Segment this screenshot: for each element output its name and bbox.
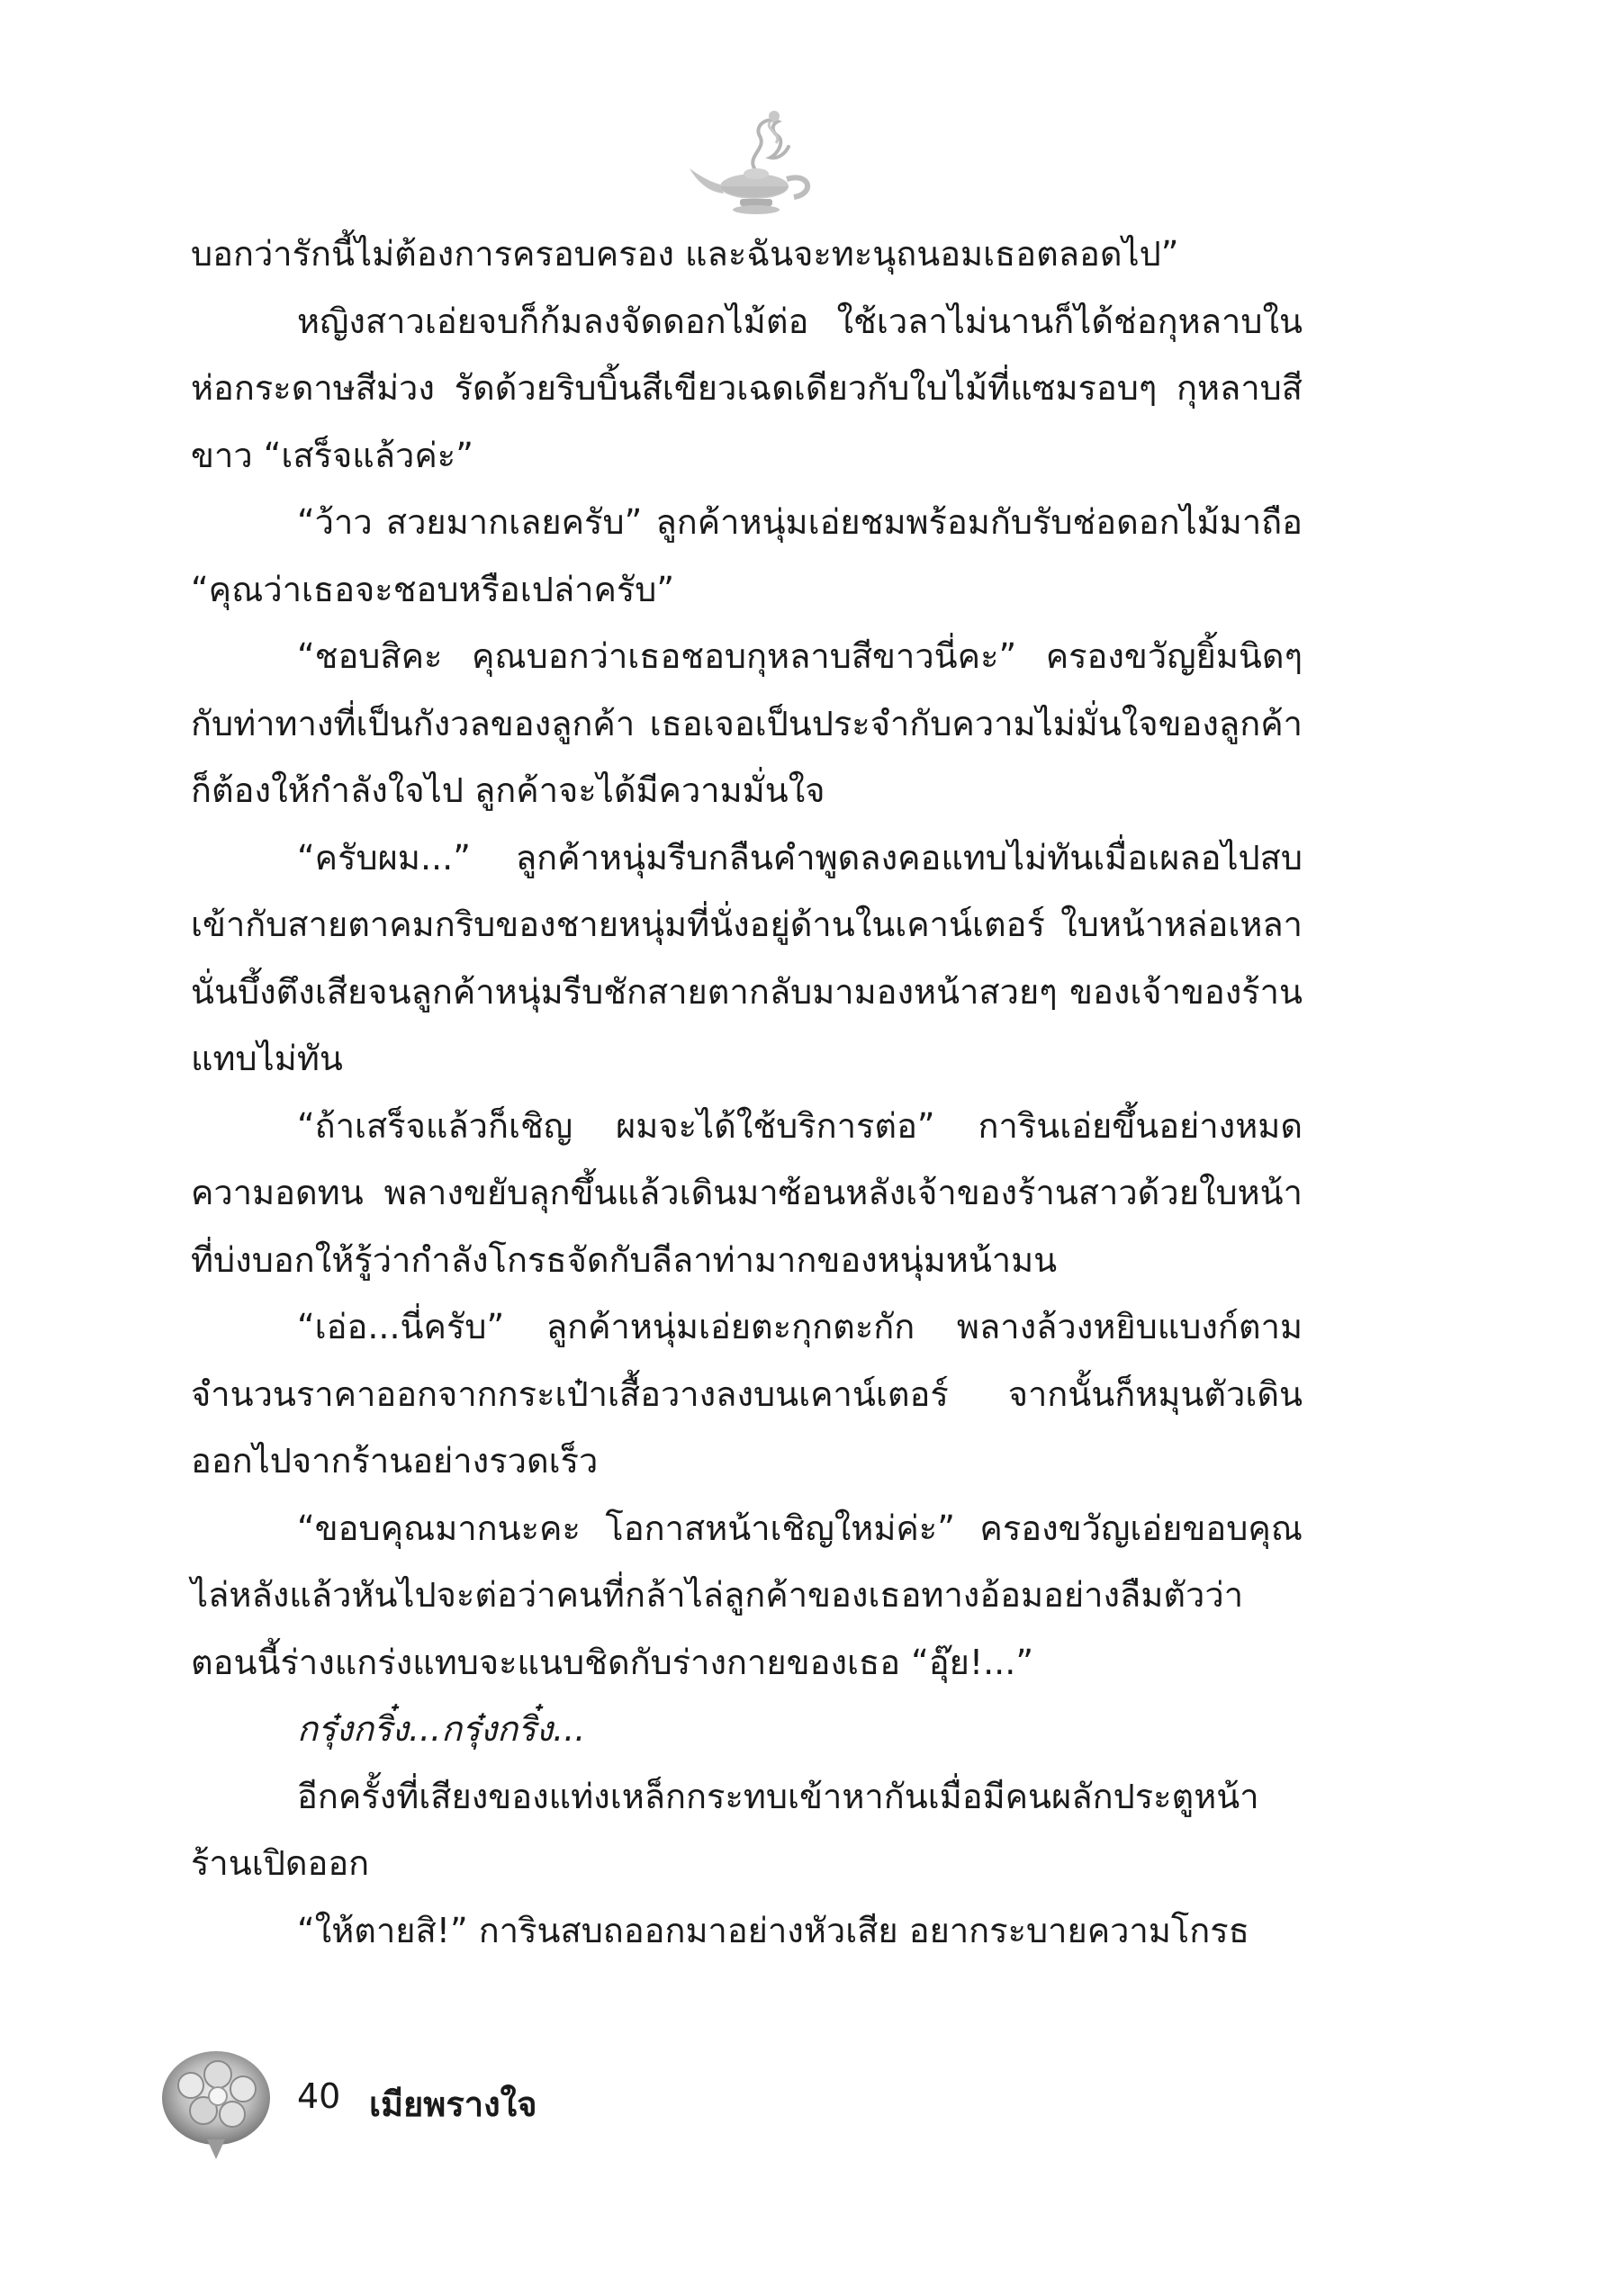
paragraph: “ถ้าเสร็จแล้วก็เชิญ ผมจะได้ใช้บริการต่อ” การินเอ่ยขึ้นอย่างหมดความอดทน พลางขยับลุกขึ้นแล้วเดินมาซ้อนหลังเจ้าของร้านสาวด้วยใบหน้าที่บ่งบอกให้รู้ว่ากำลังโกรธจัดกับลีลาท่ามากของหนุ่มหน้ามน	[191, 1105, 1303, 1280]
paragraph: อีกครั้งที่เสียงของแท่งเหล็กกระทบเข้าหากันเมื่อมีคนผลักประตูหน้าร้านเปิดออก	[191, 1776, 1259, 1883]
flower-bouquet-icon	[153, 2039, 279, 2165]
paragraph: “ขอบคุณมากนะคะ โอกาสหน้าเชิญใหม่ค่ะ” ครองขวัญเอ่ยขอบคุณไล่หลังแล้วหันไปจะต่อว่าคนที่กล้าไล่ลูกค้าของเธอทางอ้อมอย่างลืมตัวว่าตอนนี้ร่างแกร่งแทบจะแนบชิดกับร่างกายของเธอ “อุ๊ย!...”	[191, 1508, 1303, 1682]
paragraph: กรุ๋งกริ๋ง...กรุ๋งกริ๋ง...	[297, 1709, 586, 1749]
page-number: 40	[297, 2076, 341, 2116]
genie-lamp-icon	[684, 104, 828, 221]
paragraph: “ชอบสิคะ คุณบอกว่าเธอชอบกุหลาบสีขาวนี่คะ” ครองขวัญยิ้มนิดๆ กับท่าทางที่เป็นกังวลของลูกค้า เธอเจอเป็นประจำกับความไม่มั่นใจของลูกค้า ก็ต้องให้กำลังใจไป ลูกค้าจะได้มีความมั่นใจ	[191, 636, 1303, 810]
book-title: เมียพรางใจ	[369, 2084, 537, 2124]
body-text	[191, 221, 1303, 1964]
paragraph: “ให้ตายสิ!” การินสบถออกมาอย่างหัวเสีย อยากระบายความโกรธ	[297, 1910, 1249, 1950]
paragraph: บอกว่ารักนี้ไม่ต้องการครอบครอง และฉันจะทะนุถนอมเธอตลอดไป”	[191, 234, 1179, 274]
paragraph: “ครับผม...” ลูกค้าหนุ่มรีบกลืนคำพูดลงคอแทบไม่ทันเมื่อเผลอไปสบเข้ากับสายตาคมกริบของชายหนุ่มที่นั่งอยู่ด้านในเคาน์เตอร์ ใบหน้าหล่อเหลานั่นบึ้งตึงเสียจนลูกค้าหนุ่มรีบชักสายตากลับมามองหน้าสวยๆ ของเจ้าของร้านแทบไม่ทัน	[191, 837, 1303, 1078]
paragraph: “ว้าว สวยมากเลยครับ” ลูกค้าหนุ่มเอ่ยชมพร้อมกับรับช่อดอกไม้มาถือ “คุณว่าเธอจะชอบหรือเปล่าครับ”	[191, 502, 1303, 609]
paragraph: หญิงสาวเอ่ยจบก็ก้มลงจัดดอกไม้ต่อ ใช้เวลาไม่นานก็ได้ช่อกุหลาบในห่อกระดาษสีม่วง รัดด้วยริบบิ้นสีเขียวเฉดเดียวกับใบไม้ที่แซมรอบๆ กุหลาบสีขาว “เสร็จแล้วค่ะ”	[191, 301, 1303, 475]
paragraph: “เอ่อ...นี่ครับ” ลูกค้าหนุ่มเอ่ยตะกุกตะกัก พลางล้วงหยิบแบงก์ตามจำนวนราคาออกจากกระเป๋าเสื้อวางลงบนเคาน์เตอร์ จากนั้นก็หมุนตัวเดินออกไปจากร้านอย่างรวดเร็ว	[191, 1307, 1303, 1481]
page-footer	[153, 2039, 873, 2165]
